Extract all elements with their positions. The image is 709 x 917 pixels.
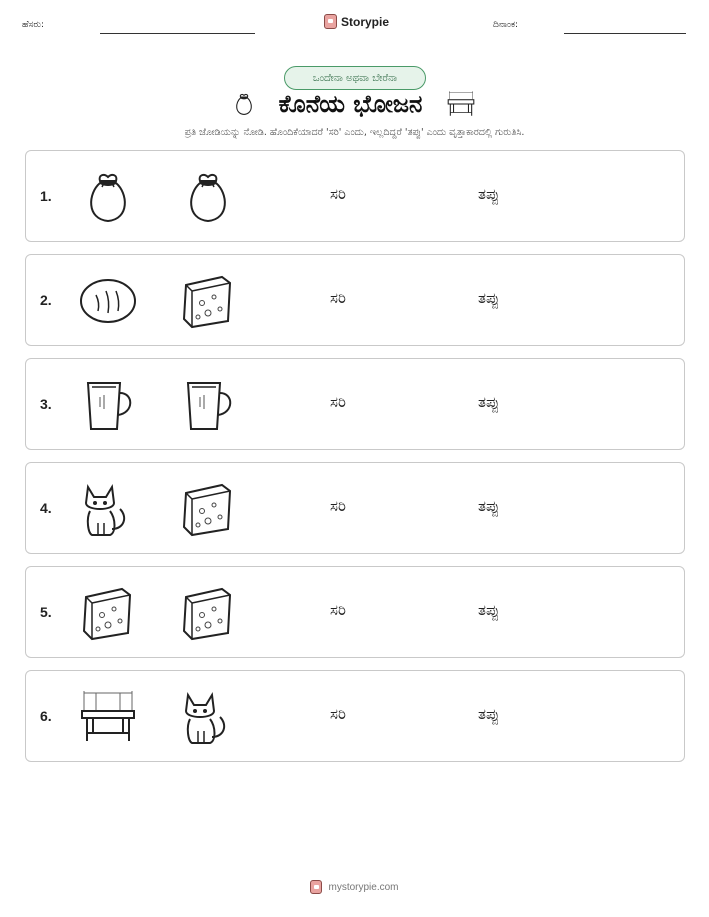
sponge-cake-icon bbox=[178, 583, 238, 643]
question-row-2 bbox=[25, 254, 685, 346]
option-wrong[interactable]: ತಪ್ಪು bbox=[478, 497, 500, 515]
cup-icon bbox=[178, 375, 238, 435]
question-row-5 bbox=[25, 566, 685, 658]
table-icon bbox=[444, 88, 478, 120]
name-line[interactable] bbox=[100, 33, 255, 34]
question-row-6 bbox=[25, 670, 685, 762]
option-wrong[interactable]: ತಪ್ಪು bbox=[478, 705, 500, 723]
sponge-cake-icon bbox=[178, 479, 238, 539]
row-number: 5. bbox=[40, 604, 52, 620]
option-correct[interactable]: ಸರಿ bbox=[330, 497, 346, 515]
cat-icon bbox=[78, 479, 138, 539]
option-correct[interactable]: ಸರಿ bbox=[330, 393, 346, 411]
storypie-mascot-icon bbox=[310, 880, 322, 894]
row-number: 4. bbox=[40, 500, 52, 516]
option-wrong[interactable]: ತಪ್ಪು bbox=[478, 185, 500, 203]
option-correct[interactable]: ಸರಿ bbox=[330, 185, 346, 203]
sponge-cake-icon bbox=[78, 583, 138, 643]
activity-badge: ಒಂದೇನಾ ಅಥವಾ ಬೇರೆನಾ bbox=[284, 66, 426, 90]
name-label: ಹೆಸರು: bbox=[22, 20, 45, 30]
storypie-mascot-icon bbox=[324, 14, 337, 29]
option-correct[interactable]: ಸರಿ bbox=[330, 601, 346, 619]
bread-icon bbox=[78, 271, 138, 331]
date-label: ದಿನಾಂಕ: bbox=[493, 20, 519, 30]
sponge-cake-icon bbox=[178, 271, 238, 331]
instructions: ಪ್ರತಿ ಜೋಡಿಯನ್ನು ನೋಡಿ. ಹೊಂದಿಕೆಯಾದರೆ 'ಸರಿ' ಎಂದು, ಇಲ್ಲದಿದ್ದರೆ 'ತಪ್ಪು' ಎಂದು ವೃತ್ತಾಕಾರದಲ್ಲಿ ಗುರುತಿಸಿ. bbox=[184, 127, 525, 138]
question-row-3 bbox=[25, 358, 685, 450]
storypie-logo bbox=[324, 14, 389, 29]
option-correct[interactable]: ಸರಿ bbox=[330, 289, 346, 307]
money-bag-icon bbox=[178, 167, 238, 227]
money-bag-icon bbox=[231, 88, 257, 120]
footer bbox=[0, 880, 709, 894]
option-correct[interactable]: ಸರಿ bbox=[330, 705, 346, 723]
option-wrong[interactable]: ತಪ್ಪು bbox=[478, 393, 500, 411]
date-line[interactable] bbox=[564, 33, 686, 34]
option-wrong[interactable]: ತಪ್ಪು bbox=[478, 601, 500, 619]
brand-name: Storypie bbox=[341, 14, 390, 29]
row-number: 3. bbox=[40, 396, 52, 412]
table-icon bbox=[78, 687, 138, 747]
money-bag-icon bbox=[78, 167, 138, 227]
footer-url[interactable]: mystorypie.com bbox=[328, 881, 399, 893]
title-row bbox=[0, 88, 709, 120]
cat-icon bbox=[178, 687, 238, 747]
question-row-4 bbox=[25, 462, 685, 554]
row-number: 6. bbox=[40, 708, 52, 724]
row-number: 2. bbox=[40, 292, 52, 308]
cup-icon bbox=[78, 375, 138, 435]
option-wrong[interactable]: ತಪ್ಪು bbox=[478, 289, 500, 307]
row-number: 1. bbox=[40, 188, 52, 204]
worksheet-header bbox=[0, 12, 709, 38]
question-row-1 bbox=[25, 150, 685, 242]
worksheet-title: ಕೊನೆಯ ಭೋಜನ bbox=[278, 90, 423, 118]
